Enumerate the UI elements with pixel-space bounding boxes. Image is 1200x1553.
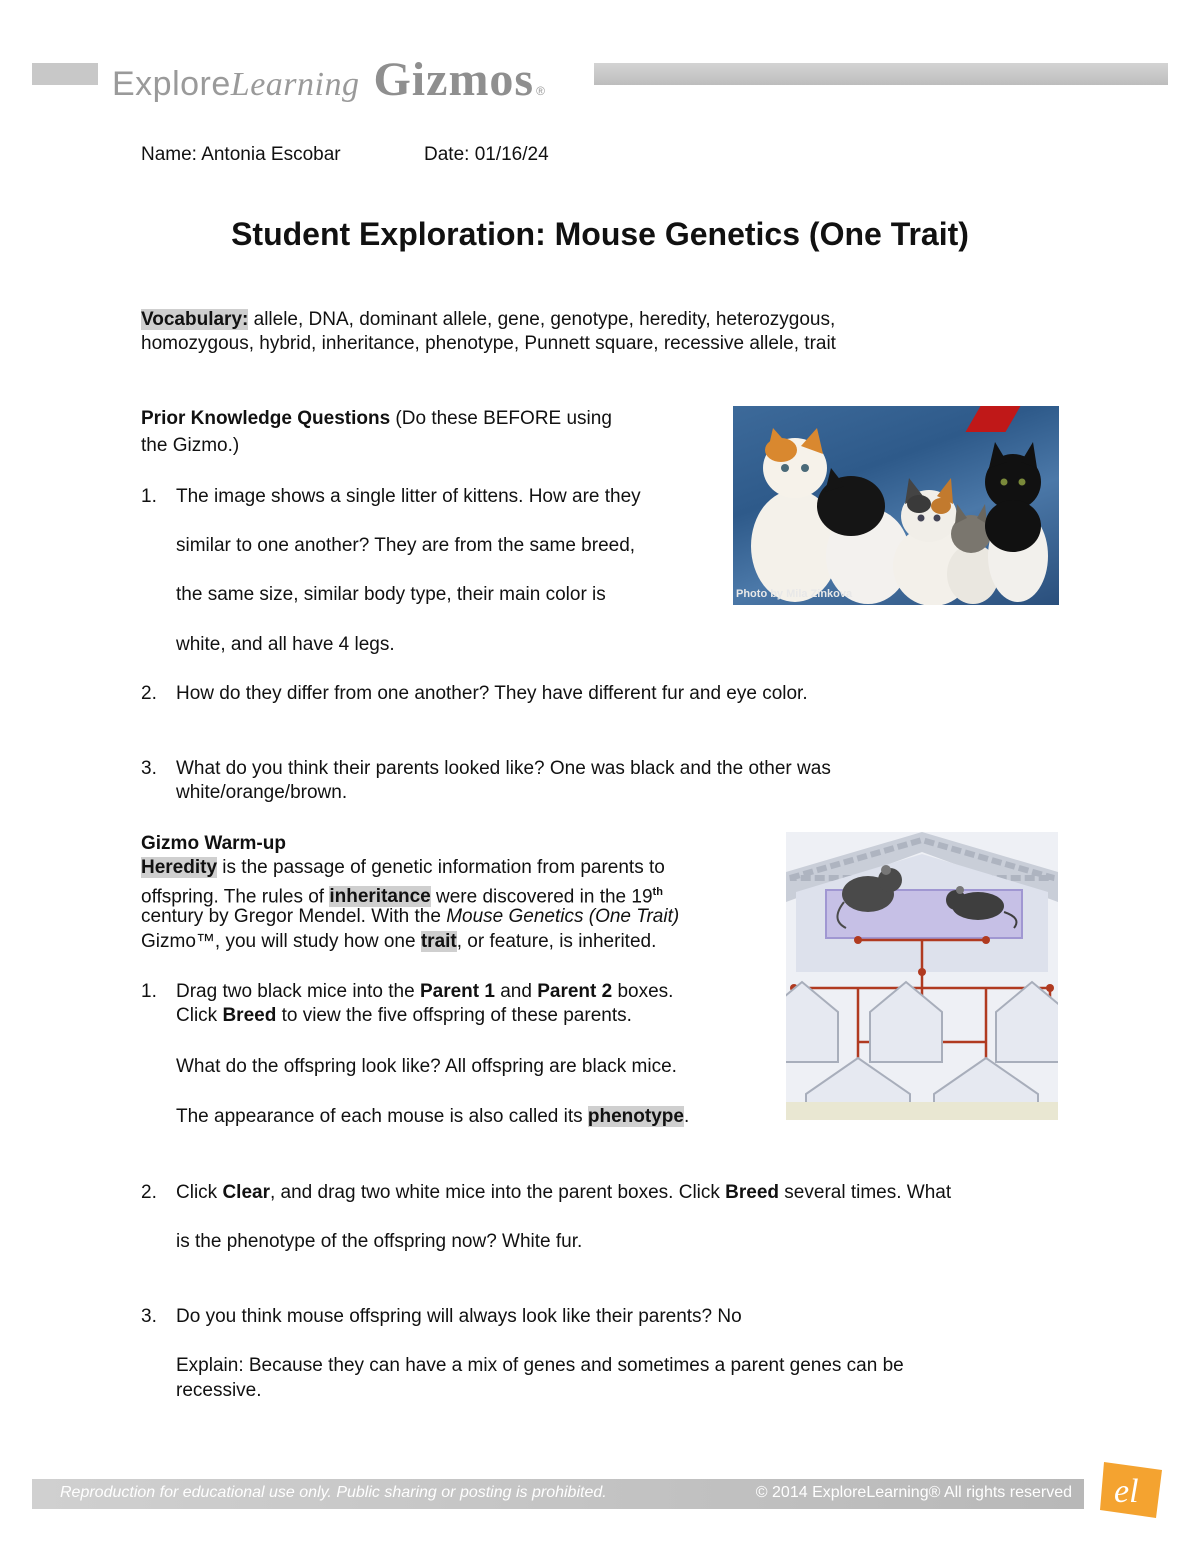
- warmup-s2-line-1: Click Clear, and drag two white mice into the parent boxes. Click Breed several times. What: [176, 1182, 952, 1203]
- svg-text:el: el: [1114, 1473, 1139, 1510]
- brand-reg-mark: ®: [536, 84, 545, 98]
- warmup-s2-line-2: is the phenotype of the offspring now? White fur.: [176, 1231, 583, 1252]
- gizmo-breeding-diagram: [786, 832, 1058, 1120]
- prior-q2: How do they differ from one another? They have different fur and eye color.: [176, 683, 808, 704]
- prior-q1-line-1: The image shows a single litter of kittens. How are they: [176, 486, 641, 507]
- brand-explore: Explore: [112, 65, 231, 103]
- warmup-s1-line-2: Click Breed to view the five offspring of these parents.: [176, 1005, 632, 1026]
- warmup-s3-explain-line-2: recessive.: [176, 1380, 262, 1401]
- prior-heading-note: the Gizmo.): [141, 435, 240, 456]
- prior-q3-line-2: white/orange/brown.: [176, 782, 348, 803]
- footer-bar: [32, 1479, 1084, 1509]
- gizmo-illustration: [786, 832, 1058, 1120]
- prior-q2-number: 2.: [141, 683, 157, 704]
- footer-copyright: © 2014 ExploreLearning® All rights reserved: [755, 1484, 1072, 1501]
- warmup-s1-line-1: Drag two black mice into the Parent 1 and Parent 2 boxes.: [176, 981, 674, 1002]
- prior-heading: Prior Knowledge Questions (Do these BEFORE using: [141, 408, 612, 429]
- header-bar-right: [594, 63, 1168, 85]
- prior-q3-line-1: What do you think their parents looked like? One was black and the other was: [176, 758, 831, 779]
- footer-reproduction-notice: Reproduction for educational use only. Public sharing or posting is prohibited.: [60, 1484, 607, 1501]
- warmup-s1-number: 1.: [141, 981, 157, 1002]
- warmup-s3-number: 3.: [141, 1306, 157, 1327]
- kittens-illustration: [733, 406, 1059, 605]
- warmup-p1-line-2: offspring. The rules of inheritance were discovered in the 19th: [141, 886, 663, 908]
- warmup-p1-line-3: century by Gregor Mendel. With the Mouse Genetics (One Trait): [141, 906, 680, 927]
- header-bar-left: [32, 63, 98, 85]
- warmup-p1-line-4: Gizmo™, you will study how one trait, or feature, is inherited.: [141, 931, 657, 952]
- student-name: Name: Antonia Escobar: [141, 144, 341, 165]
- el-logo-icon: [1098, 1456, 1168, 1522]
- prior-q1-line-2: similar to one another? They are from the same breed,: [176, 535, 636, 556]
- warmup-s1-phenotype: The appearance of each mouse is also called its phenotype.: [176, 1106, 690, 1127]
- warmup-s2-number: 2.: [141, 1182, 157, 1203]
- brand-gizmos: Gizmos: [373, 53, 535, 106]
- vocabulary-line-1: Vocabulary: allele, DNA, dominant allele, gene, genotype, heredity, heterozygous,: [141, 309, 836, 330]
- warmup-s3-question: Do you think mouse offspring will always look like their parents? No: [176, 1306, 742, 1327]
- photo-credit: Photo by Mila Zinkova: [736, 588, 853, 600]
- warmup-s3-explain-line-1: Explain: Because they can have a mix of genes and sometimes a parent genes can be: [176, 1355, 904, 1376]
- student-date: Date: 01/16/24: [424, 144, 549, 165]
- warmup-s1-question: What do the offspring look like? All offspring are black mice.: [176, 1056, 677, 1077]
- brand-learning: Learning: [230, 66, 360, 103]
- prior-q3-number: 3.: [141, 758, 157, 779]
- prior-q1-line-3: the same size, similar body type, their main color is: [176, 584, 606, 605]
- vocabulary-line-2: homozygous, hybrid, inheritance, phenotype, Punnett square, recessive allele, trait: [141, 333, 836, 354]
- page-title: Student Exploration: Mouse Genetics (One Trait): [231, 216, 969, 252]
- warmup-heading: Gizmo Warm-up: [141, 833, 286, 854]
- explorelearning-el-logo: [1098, 1456, 1168, 1522]
- warmup-p1-line-1: Heredity is the passage of genetic information from parents to: [141, 857, 665, 878]
- vocabulary-label: Vocabulary:: [141, 309, 249, 330]
- explorelearning-gizmos-logo: [112, 52, 545, 106]
- prior-q1-number: 1.: [141, 486, 157, 507]
- kittens-photo: [733, 406, 1059, 605]
- prior-q1-line-4: white, and all have 4 legs.: [176, 634, 395, 655]
